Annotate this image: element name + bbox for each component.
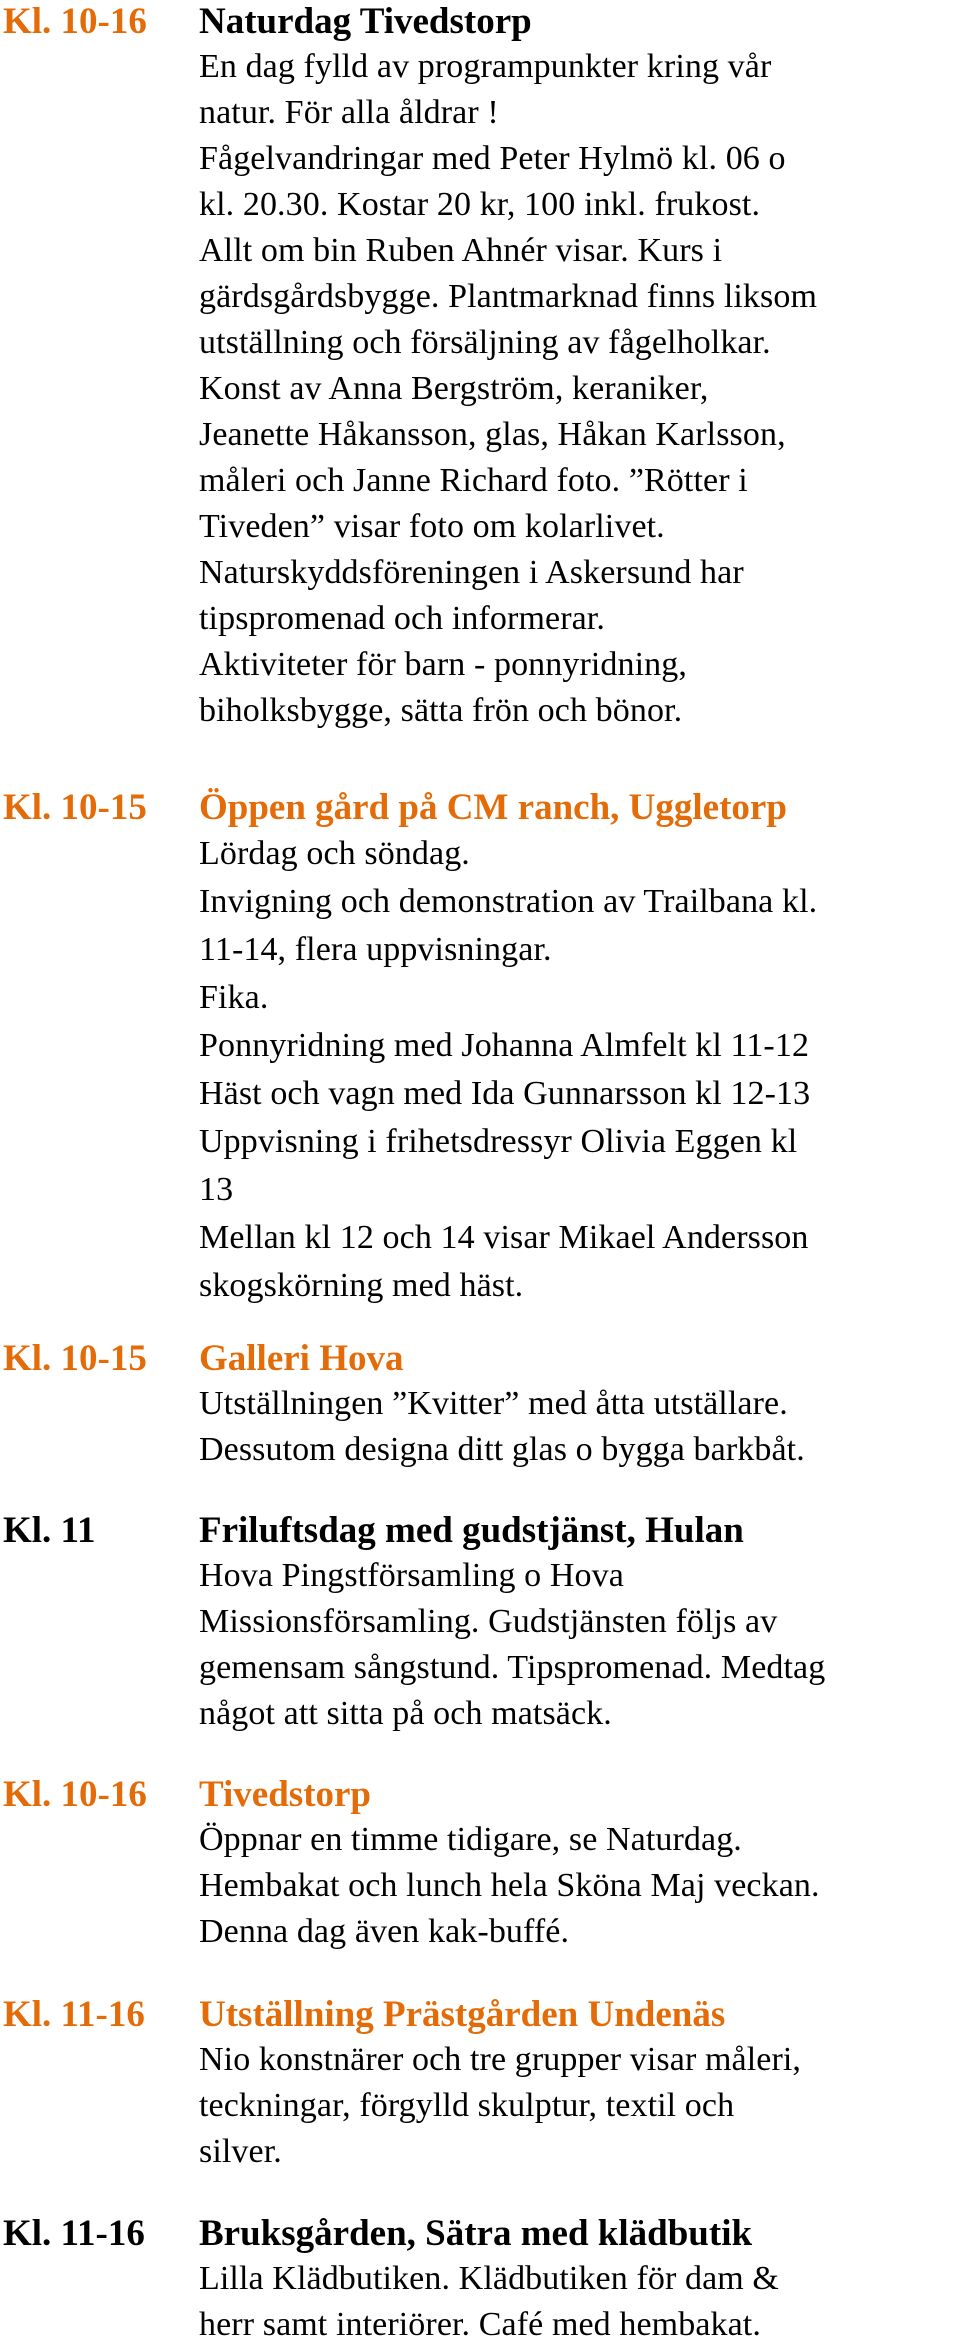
event-text-line: Konst av Anna Bergström, keraniker, bbox=[199, 370, 709, 407]
event-text-line: Fika. bbox=[199, 979, 269, 1016]
event-text-line: måleri och Janne Richard foto. ”Rötter i bbox=[199, 462, 748, 499]
event-text-line: teckningar, förgylld skulptur, textil och bbox=[199, 2087, 735, 2124]
event-text-line: Uppvisning i frihetsdressyr Olivia Eggen kl bbox=[199, 1123, 798, 1160]
event-content bbox=[199, 786, 959, 1310]
event-text-line: tipspromenad och informerar. bbox=[199, 600, 605, 637]
event-content bbox=[199, 1337, 959, 1473]
event-text-line: silver. bbox=[199, 2133, 282, 2170]
event-text-line: 13 bbox=[199, 1171, 234, 1208]
event-title: Öppen gård på CM ranch, Uggletorp bbox=[199, 787, 787, 828]
event-content bbox=[199, 1993, 959, 2175]
event-text-line: Jeanette Håkansson, glas, Håkan Karlsson, bbox=[199, 416, 786, 453]
event-text-line: Aktiviteter för barn - ponnyridning, bbox=[199, 646, 687, 683]
event-time: Kl. 10-16 bbox=[3, 1, 147, 42]
event-title: Friluftsdag med gudstjänst, Hulan bbox=[199, 1510, 744, 1551]
event-text-line: 11-14, flera uppvisningar. bbox=[199, 931, 552, 968]
event-text-line: Mellan kl 12 och 14 visar Mikael Andersson bbox=[199, 1219, 809, 1256]
event-content bbox=[199, 1773, 959, 1955]
event-text-line: Häst och vagn med Ida Gunnarsson kl 12-13 bbox=[199, 1075, 811, 1112]
event-text-line: Allt om bin Ruben Ahnér visar. Kurs i bbox=[199, 232, 723, 269]
event-text-line: herr samt interiörer. Café med hembakat. bbox=[199, 2306, 761, 2343]
event-text-line: något att sitta på och matsäck. bbox=[199, 1695, 612, 1732]
event-text-line: Denna dag även kak-buffé. bbox=[199, 1913, 570, 1950]
event-text-line: Fågelvandringar med Peter Hylmö kl. 06 o bbox=[199, 140, 786, 177]
event-content bbox=[199, 0, 959, 734]
event-time: Kl. 10-15 bbox=[3, 787, 147, 828]
event-time: Kl. 11-16 bbox=[3, 1994, 145, 2035]
event-text-line: Missionsförsamling. Gudstjänsten följs av bbox=[199, 1603, 778, 1640]
event-text-line: Lilla Klädbutiken. Klädbutiken för dam & bbox=[199, 2260, 779, 2297]
event-content bbox=[199, 2212, 959, 2348]
event-time: Kl. 10-15 bbox=[3, 1338, 147, 1379]
event-text-line: kl. 20.30. Kostar 20 kr, 100 inkl. frukost. bbox=[199, 186, 761, 223]
event-time: Kl. 10-16 bbox=[3, 1774, 147, 1815]
event-title: Bruksgården, Sätra med klädbutik bbox=[199, 2213, 753, 2254]
event-text-line: Hembakat och lunch hela Sköna Maj veckan. bbox=[199, 1867, 820, 1904]
event-text-line: En dag fylld av programpunkter kring vår bbox=[199, 48, 772, 85]
event-text-line: Ponnyridning med Johanna Almfelt kl 11-12 bbox=[199, 1027, 810, 1064]
event-text-line: biholksbygge, sätta frön och bönor. bbox=[199, 692, 683, 729]
event-text-line: skogskörning med häst. bbox=[199, 1267, 524, 1304]
event-title: Tivedstorp bbox=[199, 1774, 372, 1815]
event-text-line: utställning och försäljning av fågelholkar. bbox=[199, 324, 771, 361]
event-text-line: Invigning och demonstration av Trailbana kl. bbox=[199, 883, 818, 920]
event-text-line: gärdsgårdsbygge. Plantmarknad finns liksom bbox=[199, 278, 817, 315]
event-content bbox=[199, 1509, 959, 1737]
event-text-line: Tiveden” visar foto om kolarlivet. bbox=[199, 508, 665, 545]
event-title: Naturdag Tivedstorp bbox=[199, 1, 532, 42]
event-text-line: Utställningen ”Kvitter” med åtta utställare. bbox=[199, 1385, 788, 1422]
event-time: Kl. 11 bbox=[3, 1510, 96, 1551]
event-title: Galleri Hova bbox=[199, 1338, 404, 1379]
event-text-line: Dessutom designa ditt glas o bygga barkbåt. bbox=[199, 1431, 805, 1468]
event-text-line: gemensam sångstund. Tipspromenad. Medtag bbox=[199, 1649, 826, 1686]
event-title: Utställning Prästgården Undenäs bbox=[199, 1994, 726, 2035]
event-text-line: Lördag och söndag. bbox=[199, 835, 470, 872]
event-text-line: Nio konstnärer och tre grupper visar måleri, bbox=[199, 2041, 802, 2078]
event-text-line: Öppnar en timme tidigare, se Naturdag. bbox=[199, 1821, 742, 1858]
event-text-line: natur. För alla åldrar ! bbox=[199, 94, 499, 131]
event-time: Kl. 11-16 bbox=[3, 2213, 145, 2254]
event-text-line: Hova Pingstförsamling o Hova bbox=[199, 1557, 624, 1594]
event-text-line: Naturskyddsföreningen i Askersund har bbox=[199, 554, 744, 591]
